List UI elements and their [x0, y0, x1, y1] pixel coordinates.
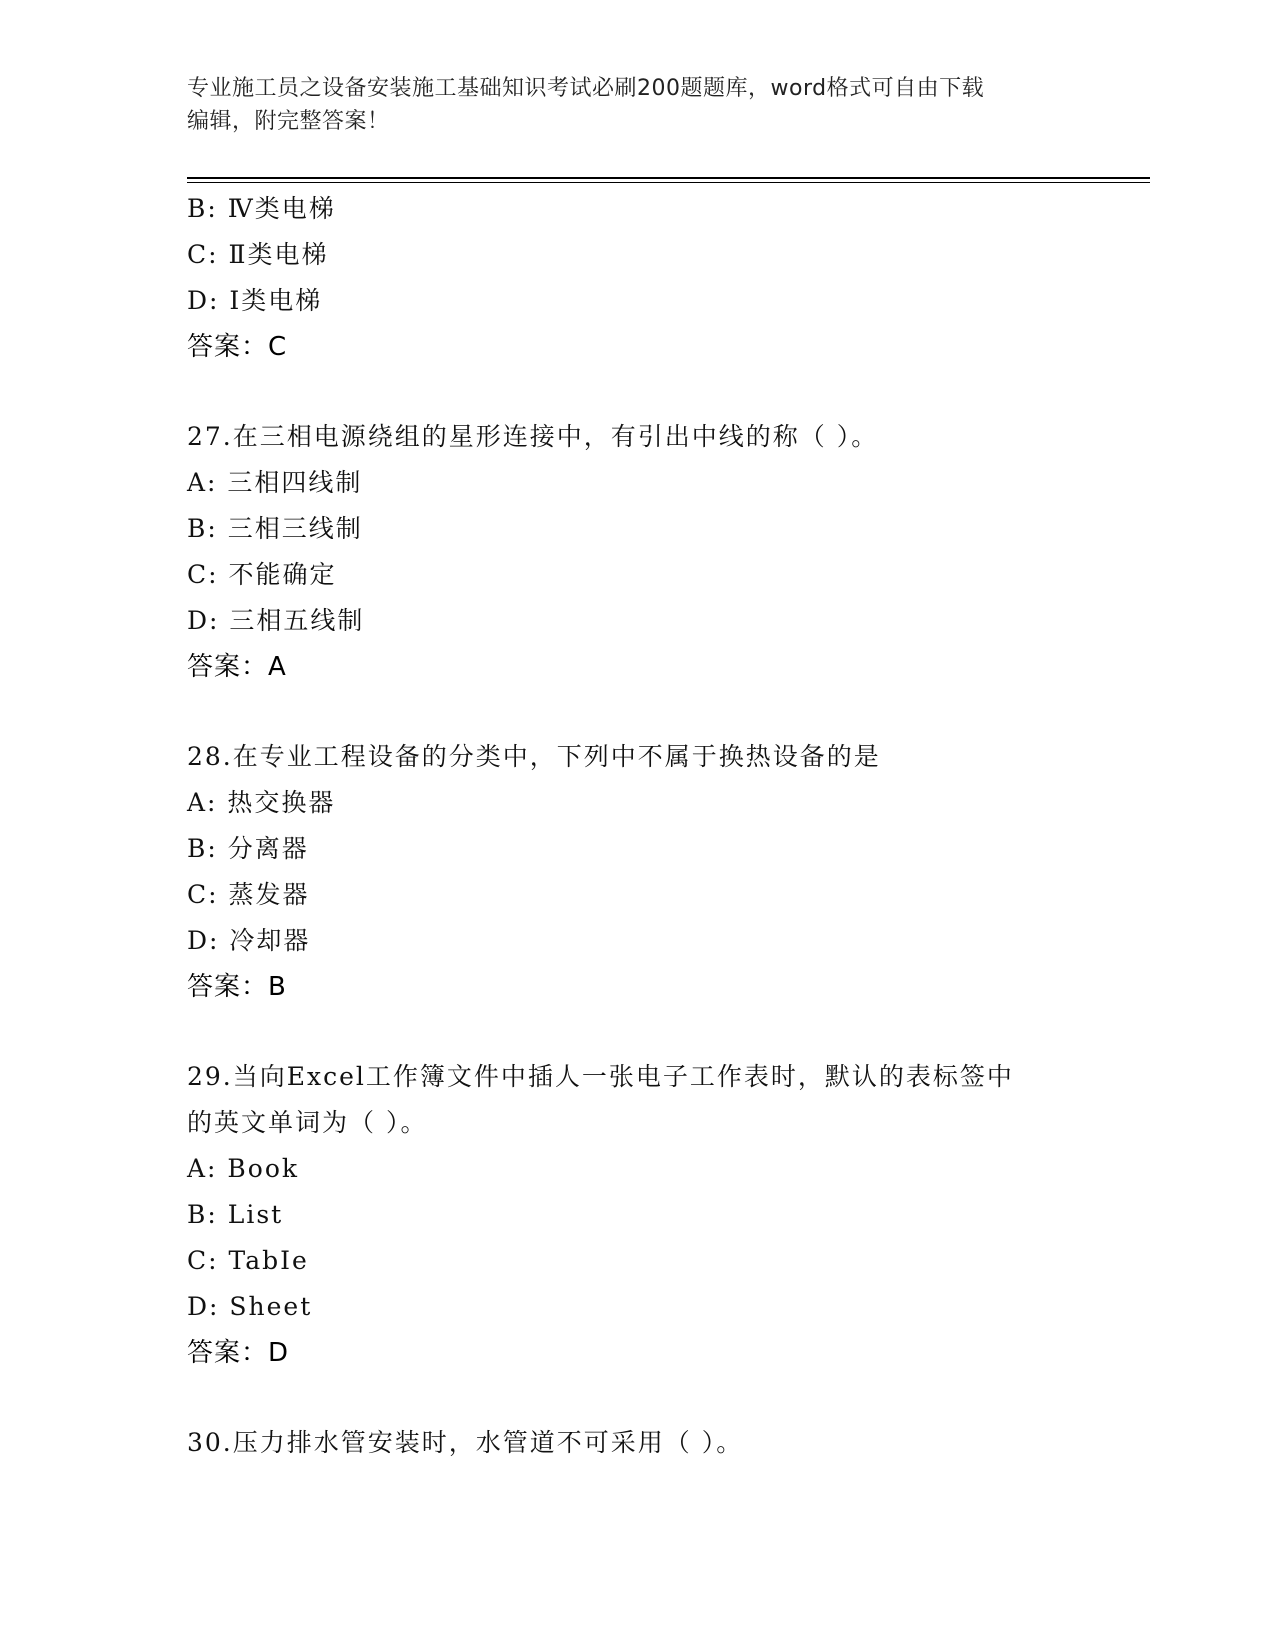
- header-divider: [187, 177, 1150, 179]
- question-27-text: 27.在三相电源绕组的星形连接中，有引出中线的称（ ）。: [187, 422, 879, 451]
- option-c: C: TabIe: [187, 1246, 309, 1275]
- header-line-2: 编辑，附完整答案！: [187, 109, 390, 134]
- question-28-text: 28.在专业工程设备的分类中，下列中不属于换热设备的是: [187, 742, 881, 771]
- answer-line: 答案：C: [187, 332, 288, 362]
- option-c: C: 不能确定: [187, 560, 337, 589]
- option-a: A: Book: [187, 1154, 300, 1183]
- answer-line: 答案：A: [187, 652, 287, 682]
- option-b: B: 三相三线制: [187, 514, 363, 543]
- option-b: B: List: [187, 1200, 284, 1229]
- option-d: D: Sheet: [187, 1292, 313, 1321]
- question-29-text-cont: 的英文单词为（ ）。: [187, 1108, 428, 1137]
- page-header: [187, 72, 1067, 138]
- option-d: D: 冷却器: [187, 926, 311, 955]
- question-30-text: 30.压力排水管安装时，水管道不可采用（ ）。: [187, 1428, 744, 1457]
- option-c: C: 蒸发器: [187, 880, 310, 909]
- question-29-text: 29.当向Excel工作簿文件中插人一张电子工作表时，默认的表标签中: [187, 1062, 1014, 1091]
- option-b: B: 分离器: [187, 834, 309, 863]
- option-a: A: 热交换器: [187, 788, 336, 817]
- option-c: C: Ⅱ类电梯: [187, 240, 329, 269]
- option-a: A: 三相四线制: [187, 468, 363, 497]
- option-b: B: Ⅳ类电梯: [187, 194, 336, 223]
- question-list: [187, 186, 1087, 1466]
- option-d: D: 三相五线制: [187, 606, 365, 635]
- option-d: D: Ⅰ类电梯: [187, 286, 323, 315]
- answer-line: 答案：B: [187, 972, 287, 1002]
- header-divider-thin: [187, 182, 1150, 183]
- header-line-1: 专业施工员之设备安装施工基础知识考试必刷200题题库，word格式可自由下载: [187, 76, 985, 101]
- answer-line: 答案：D: [187, 1338, 290, 1368]
